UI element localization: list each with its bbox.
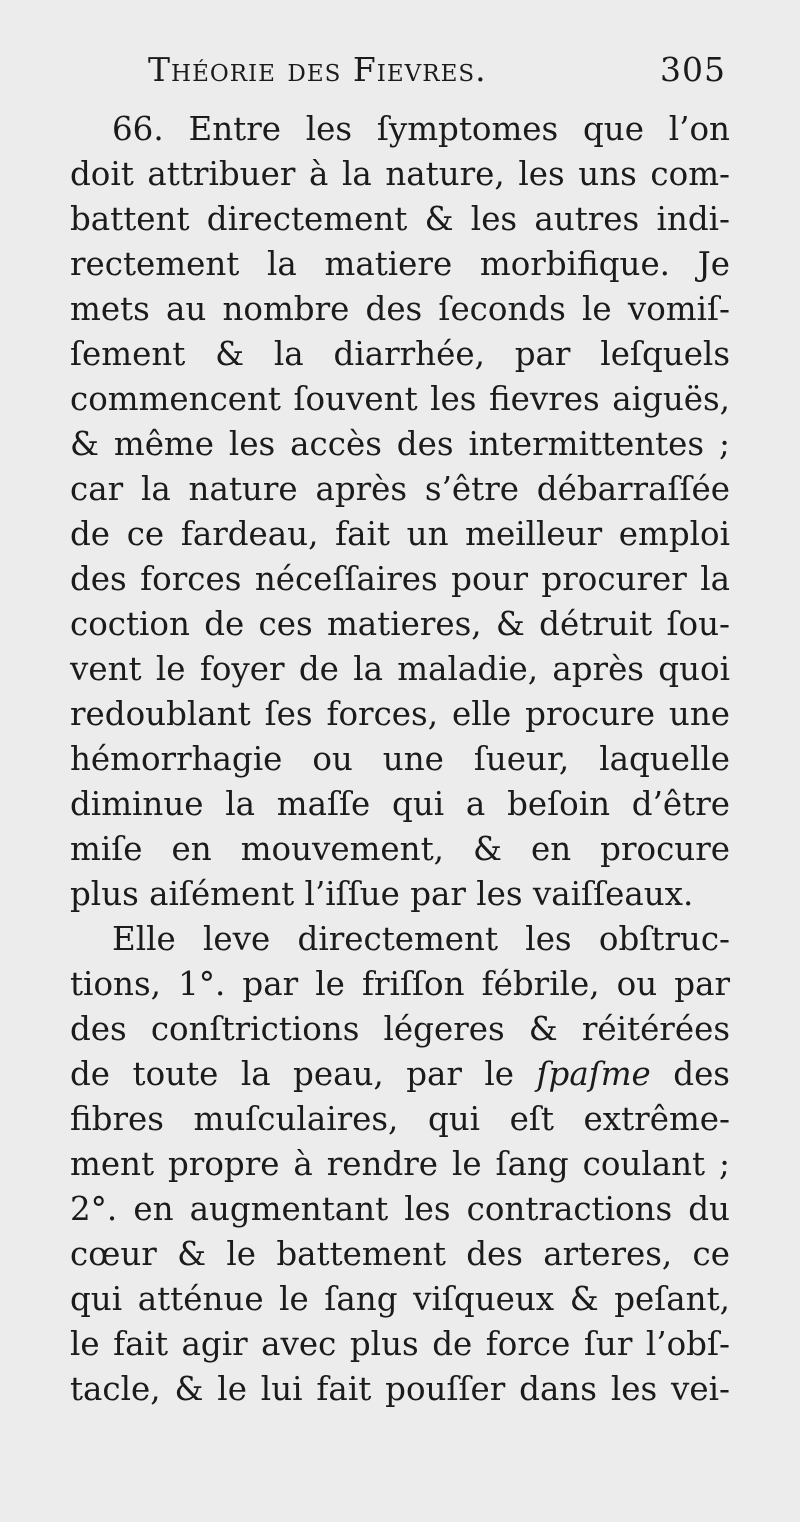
text-segment: des	[673, 1055, 730, 1093]
text-line	[70, 1052, 730, 1100]
text-line: le fait agir avec plus de force ſur l’obſ-	[70, 1325, 730, 1363]
text-line: battent directement & les autres indi-	[70, 200, 730, 238]
running-title: Théorie des Fievres.	[148, 50, 487, 89]
running-header	[148, 50, 726, 100]
text-line: cœur & le battement des arteres, ce	[70, 1235, 730, 1273]
text-line: 66. Entre les ſymptomes que l’on	[112, 110, 730, 148]
text-line: qui atténue le ſang viſqueux & peſant,	[70, 1280, 730, 1318]
text-line: tacle, & le lui fait pouſſer dans les vei-	[70, 1370, 730, 1408]
text-line: plus aiſément l’iſſue par les vaiſſeaux.	[70, 875, 694, 913]
text-line: fibres muſculaires, qui eſt extrême-	[70, 1100, 730, 1138]
text-line: coction de ces matieres, & détruit ſou-	[70, 605, 730, 643]
text-line: des forces néceſſaires pour procurer la	[70, 560, 730, 598]
text-line: & même les accès des intermittentes ;	[70, 425, 730, 463]
text-line: ment propre à rendre le ſang coulant ;	[70, 1145, 730, 1183]
text-line: diminue la maſſe qui a beſoin d’être	[70, 785, 730, 823]
text-line: redoublant ſes forces, elle procure une	[70, 695, 730, 733]
text-segment: de toute la peau, par le	[70, 1055, 515, 1093]
page-number: 305	[660, 50, 726, 89]
text-line: tions, 1°. par le friſſon fébrile, ou par	[70, 965, 730, 1003]
text-line: vent le foyer de la maladie, après quoi	[70, 650, 730, 688]
italic-word: ſpaſme	[536, 1055, 651, 1093]
text-line: mets au nombre des ſeconds le vomiſ-	[70, 290, 730, 328]
text-line: des conſtrictions légeres & réitérées	[70, 1010, 730, 1048]
text-line: de ce fardeau, fait un meilleur emploi	[70, 515, 730, 553]
text-line: commencent ſouvent les fievres aiguës,	[70, 380, 730, 418]
text-line: doit attribuer à la nature, les uns com-	[70, 155, 730, 193]
text-line: car la nature après s’être débarraſſée	[70, 470, 730, 508]
text-line: miſe en mouvement, & en procure	[70, 830, 730, 868]
text-line: Elle leve directement les obſtruc-	[112, 920, 730, 958]
text-line: ſement & la diarrhée, par leſquels	[70, 335, 730, 373]
text-line: hémorrhagie ou une ſueur, laquelle	[70, 740, 730, 778]
text-line: 2°. en augmentant les contractions du	[70, 1190, 730, 1228]
text-line: rectement la matiere morbifique. Je	[70, 245, 730, 283]
